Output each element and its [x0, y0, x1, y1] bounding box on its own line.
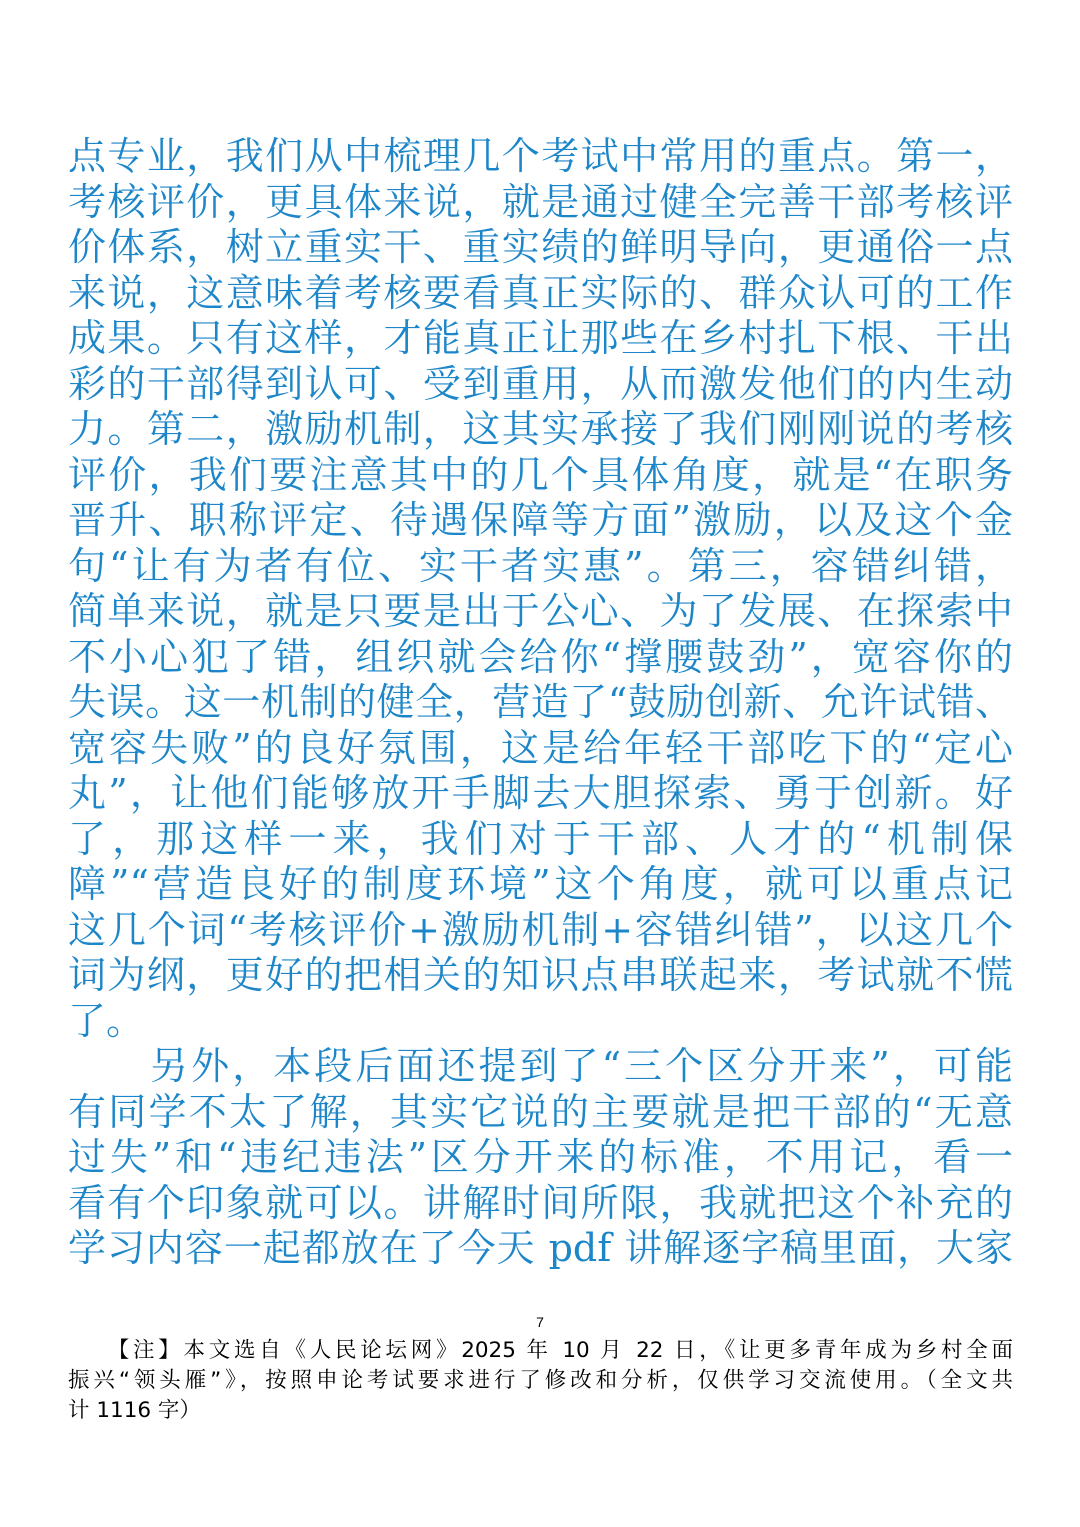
note-line: 计 1116 字）: [68, 1398, 201, 1423]
body-line: 考核评价，更具体来说，就是通过健全完善干部考核评: [68, 179, 1013, 224]
body-line: 句“让有为者有位、实干者实惠”。第三，容错纠错，: [68, 543, 1013, 588]
body-line: 了，那这样一来，我们对于干部、人才的“机制保: [68, 816, 1013, 861]
note-line: 【注】本文选自《人民论坛网》2025 年 10 月 22 日，《让更多青年成为乡村全面: [68, 1338, 1013, 1363]
body-line: 成果。只有这样，才能真正让那些在乡村扎下根、干出: [68, 316, 1013, 360]
body-line: 价体系，树立重实干、重实绩的鲜明导向，更通俗一点: [68, 225, 1013, 269]
body-line: 词为纲，更好的把相关的知识点串联起来，考试就不慌: [68, 953, 1013, 997]
body-line: 失误。这一机制的健全，营造了“鼓励创新、允许试错、: [68, 680, 1013, 724]
body-line: 看有个印象就可以。讲解时间所限，我就把这个补充的: [68, 1180, 1013, 1225]
body-line: 晋升、职称评定、待遇保障等方面”激励，以及这个金: [68, 498, 1013, 542]
article-body: [68, 134, 1013, 1272]
body-line: 彩的干部得到认可、受到重用，从而激发他们的内生动: [68, 361, 1013, 406]
body-line: 了。: [68, 998, 145, 1043]
body-line: 评价，我们要注意其中的几个具体角度，就是“在职务: [68, 452, 1013, 497]
source-note: [68, 1336, 1013, 1426]
body-line: 力。第二，激励机制，这其实承接了我们刚刚说的考核: [68, 407, 1013, 451]
body-line: 宽容失败”的良好氛围，这是给年轻干部吃下的“定心: [68, 725, 1013, 770]
body-line: 丸”，让他们能够放开手脚去大胆探索、勇于创新。好: [68, 771, 1013, 815]
body-line: 学习内容一起都放在了今天 pdf 讲解逐字稿里面，大家: [68, 1226, 1013, 1270]
body-line: 另外，本段后面还提到了“三个区分开来”，可能: [68, 1044, 1013, 1088]
body-line: 点专业，我们从中梳理几个考试中常用的重点。第一，: [68, 134, 1013, 178]
body-line: 来说，这意味着考核要看真正实际的、群众认可的工作: [68, 270, 1013, 315]
body-line: 过失”和“违纪违法”区分开来的标准，不用记，看一: [68, 1135, 1013, 1179]
body-line: 有同学不太了解，其实它说的主要就是把干部的“无意: [68, 1089, 1013, 1134]
body-line: 简单来说，就是只要是出于公心、为了发展、在探索中: [68, 589, 1013, 633]
body-line: 不小心犯了错，组织就会给你“撑腰鼓劲”，宽容你的: [68, 634, 1013, 679]
note-line: 振兴“领头雁”》，按照申论考试要求进行了修改和分析，仅供学习交流使用。（全文共: [68, 1368, 1013, 1393]
body-line: 障”“营造良好的制度环境”这个角度，就可以重点记: [68, 862, 1013, 906]
page-number: 7: [536, 1314, 544, 1330]
body-line: 这几个词“考核评价+激励机制+容错纠错”，以这几个: [68, 907, 1013, 952]
